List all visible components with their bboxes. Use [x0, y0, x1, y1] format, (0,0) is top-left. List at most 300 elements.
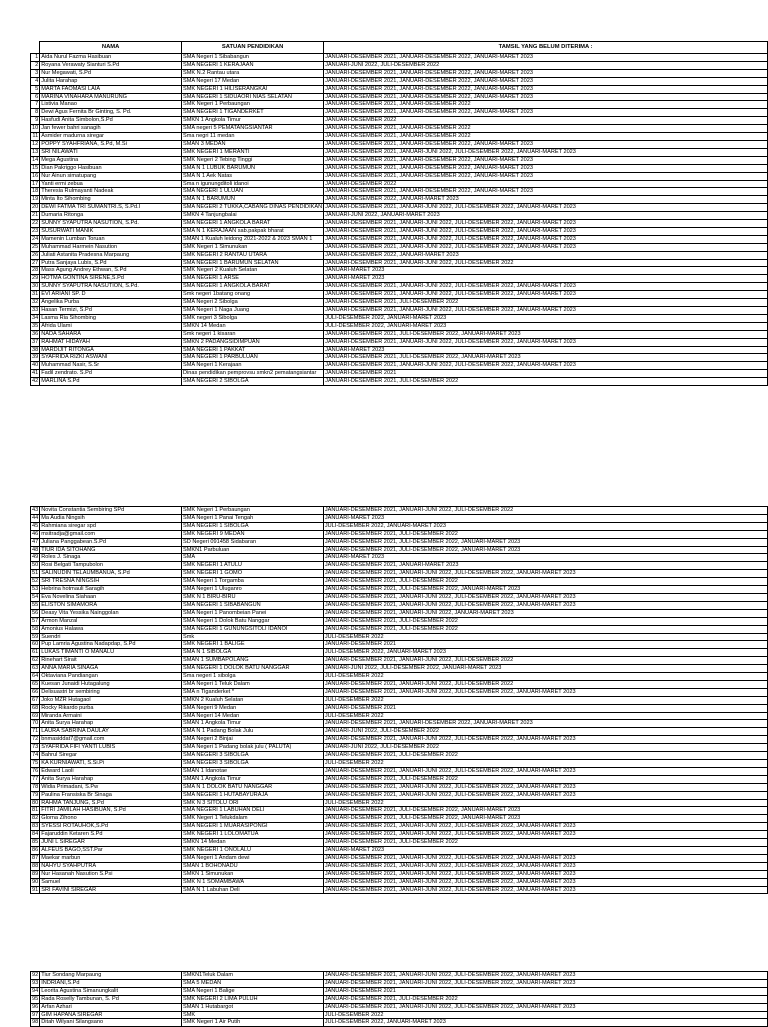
unpaid-period: JANUARI-DESEMBER 2021, JANUARI-DESEMBER 2022: [324, 101, 768, 109]
row-number: 36: [32, 330, 39, 337]
teacher-name: Delisuastri br sembiring: [40, 688, 182, 696]
row-number: 34: [32, 314, 39, 321]
unpaid-period: JANUARI-DESEMBER 2021, JULI-DESEMBER 2022: [323, 578, 767, 586]
unpaid-period: JANUARI-DESEMBER 2021, JANUARI-JUNI 2022, JULI-DESEMBER 2022, JANUARI-MARET 2023: [324, 235, 768, 243]
school-name: SMA Negeri 14 Medan: [182, 712, 324, 720]
teacher-name: MARLINA S.Pd: [40, 378, 182, 386]
teacher-name: KA KURNIAWATI, S.Si.Pi: [40, 760, 182, 768]
school-name: SMA N 1 Labuhan Deli: [182, 886, 324, 894]
teacher-name: SUNNY SYAPUTRA NASUTION, S.Pd.: [40, 283, 182, 291]
table-row: [31, 633, 768, 641]
teacher-name: SYAFRIDA FIFI YANTI LUBIS: [40, 744, 182, 752]
school-name: SMK NEGERI 2 LIMA PULUH: [181, 995, 323, 1003]
table-row: [31, 69, 768, 77]
school-name: Sma negri 11 medan: [181, 133, 323, 141]
table-row: [31, 507, 768, 515]
row-number: 50: [32, 562, 39, 569]
unpaid-period: JANUARI-DESEMBER 2021, JULI-DESEMBER 2022: [323, 752, 767, 760]
teacher-name: Muhammad Nasir, S.Sr: [40, 362, 182, 370]
teacher-name: Fajaruddin Ketaren S.Pd: [40, 831, 182, 839]
row-number: 61: [32, 649, 39, 656]
table-row: [31, 156, 768, 164]
unpaid-period: JANUARI-DESEMBER 2021, JANUARI-JUNI 2022, JULI-DESEMBER 2022, JANUARI-MARET 2023: [323, 878, 767, 886]
table-row: [31, 673, 768, 681]
teacher-name: Minta Ito Sihombing: [40, 196, 182, 204]
teacher-name: Ditah Wilyani Silangsano: [40, 1019, 182, 1027]
row-number: 12: [32, 140, 39, 147]
row-number: 43: [32, 507, 39, 513]
row-number: 47: [32, 538, 39, 545]
row-number: 81: [32, 807, 39, 814]
teacher-name: Glorna Zihono: [40, 815, 182, 823]
school-name: SMA N 1 Aek Natas: [181, 172, 323, 180]
unpaid-period: JANUARI-DESEMBER 2021, JULI-DESEMBER 2022, JANUARI-MARET 2023: [323, 586, 767, 594]
school-name: SMA Negeri 1 Naga Juang: [181, 307, 323, 315]
table-row: [31, 338, 768, 346]
table-row: [31, 839, 768, 847]
row-number: 95: [32, 995, 39, 1002]
teacher-name: Jan fewer bahri sanagih: [40, 125, 182, 133]
school-name: SMA NEGERI 1 ANGKOLA BARAT: [181, 283, 323, 291]
row-number: 57: [32, 617, 39, 624]
unpaid-period: JANUARI-DESEMBER 2021, JANUARI-JUNI 2022, JULI-DESEMBER 2022, JANUARI-MARET 2023: [323, 831, 767, 839]
teacher-name: Theresia Rulmayanti Nadeak: [40, 188, 182, 196]
row-number: 49: [32, 554, 39, 561]
teacher-name: Yanti ermi zebua: [40, 180, 182, 188]
table-row: [31, 530, 768, 538]
row-number: 40: [32, 362, 39, 369]
school-name: SMA 5 MEDAN: [181, 979, 323, 987]
row-number: 62: [32, 657, 39, 664]
table-header-row: [31, 42, 768, 54]
table-row: [31, 862, 768, 870]
school-name: SMAN 3 MEDAN: [181, 140, 323, 148]
row-number: 72: [32, 736, 39, 743]
teacher-name: Angelika Purba: [40, 299, 182, 307]
row-number: 16: [32, 172, 39, 179]
unpaid-period: JULI-DESEMBER 2022: [323, 696, 767, 704]
table-row: [31, 346, 768, 354]
row-number: 7: [31, 101, 40, 109]
teacher-name: Kuesan Junaidi Hutagalung: [40, 680, 182, 688]
row-number: 63: [32, 665, 39, 672]
unpaid-period: JANUARI-DESEMBER 2021, JANUARI-DESEMBER 2022, JANUARI-MARET 2023: [324, 69, 768, 77]
teacher-name: Mass Agung Andrey Ethwan, S.Pd: [40, 267, 182, 275]
school-name: SMK N 1 BIRU-BIRU: [182, 593, 324, 601]
teacher-name: INDRIANI,S.Pd: [40, 979, 182, 987]
unpaid-period: JANUARI-DESEMBER 2022: [324, 117, 768, 125]
table-row: [31, 641, 768, 649]
table-row: [31, 870, 768, 878]
row-number: 23: [32, 227, 39, 234]
unpaid-period: JANUARI-DESEMBER 2021, JANUARI-JUNI 2022, JULI-DESEMBER 2022, JANUARI-MARET 2023: [324, 283, 768, 291]
row-number: 1: [31, 54, 40, 62]
school-name: SMK NEGERI 1 ATULU: [182, 562, 324, 570]
teacher-table-1: [30, 41, 768, 386]
table-row: [31, 514, 768, 522]
unpaid-period: JANUARI-DESEMBER 2021, JANUARI-JUNI 2022, JULI-DESEMBER 2022, JANUARI-MARET 2023: [323, 570, 767, 578]
unpaid-period: JANUARI-DESEMBER 2021, JULI-DESEMBER 2022: [323, 625, 767, 633]
unpaid-period: JULI-DESEMBER 2022: [323, 760, 767, 768]
unpaid-period: JANUARI-DESEMBER 2021: [323, 987, 767, 995]
table-row: [31, 133, 768, 141]
table-row: [31, 180, 768, 188]
school-name: Sma negeri 1 sibolga: [182, 673, 324, 681]
header-name: NAMA: [40, 42, 182, 54]
unpaid-period: JANUARI-DESEMBER 2021, JANUARI-DESEMBER 2022, JANUARI-MARET 2023: [324, 77, 768, 85]
school-name: SMAN 1 SUMBAPOLANG: [182, 657, 324, 665]
school-name: Smk: [182, 633, 324, 641]
school-name: SMA NEGERI 1 KERAJAAN: [181, 61, 323, 69]
row-number: 78: [32, 783, 39, 790]
row-number: 60: [32, 641, 39, 648]
school-name: SMA NEGERI 1 LABUHAN DELI: [182, 807, 324, 815]
table-row: [31, 767, 768, 775]
table-row: [31, 831, 768, 839]
school-name: SMA NEGERI 1 DOLOK BATU NANGGAR: [182, 665, 324, 673]
unpaid-period: JANUARI-DESEMBER 2021, JULI-DESEMBER 2022: [324, 378, 768, 386]
unpaid-period: JULI-DESEMBER 2022: [323, 712, 767, 720]
table-row: [31, 987, 768, 995]
table-row: [31, 1003, 768, 1011]
school-name: SMA Negeri 1 Uluganro: [182, 586, 324, 594]
row-number: 21: [32, 212, 39, 219]
school-name: SMA NEGERI 1 SIDUAORI NIAS SELATAN: [181, 93, 323, 101]
table-row: [31, 267, 768, 275]
table-row: [31, 783, 768, 791]
row-number: 53: [32, 586, 39, 593]
table-row: [31, 617, 768, 625]
school-name: SMK Negeri 1 Air Putih: [181, 1019, 323, 1027]
teacher-name: Listivia Manao: [40, 101, 182, 109]
teacher-name: RAHMAT HIDAYAH: [40, 338, 182, 346]
row-number: 33: [32, 307, 39, 313]
row-number: 45: [32, 522, 39, 529]
table-row: [31, 314, 768, 322]
table-row: [31, 736, 768, 744]
row-number: 67: [32, 696, 39, 703]
unpaid-period: JANUARI-DESEMBER 2021, JANUARI-JUNI 2022, JULI-DESEMBER 2022, JANUARI-MARET 2023: [324, 307, 768, 315]
teacher-name: Putra Sanjaya Lubis, S.Pd: [40, 259, 182, 267]
unpaid-period: JANUARI-DESEMBER 2021, JULI-DESEMBER 2022: [323, 995, 767, 1003]
teacher-name: Bahrul Siregar: [40, 752, 182, 760]
teacher-name: Samuel: [40, 878, 182, 886]
teacher-name: Julita Harahap: [40, 77, 182, 85]
header-no: [31, 42, 40, 54]
unpaid-period: JANUARI-DESEMBER 2021, JANUARI-JUNI 2022, JULI-DESEMBER 2022, JANUARI-MARET 2023: [323, 823, 767, 831]
teacher-name: Hasfudi Anita Simbolon,S.Pd: [40, 117, 182, 125]
school-name: SMKN 4 Tanjungbalai: [181, 212, 323, 220]
unpaid-period: JULI-DESEMBER 2022: [323, 799, 767, 807]
row-number: 41: [32, 370, 39, 377]
row-number: 88: [32, 862, 39, 869]
row-number: 20: [32, 204, 39, 211]
unpaid-period: JANUARI-DESEMBER 2021, JANUARI-DESEMBER 2022, JANUARI-MARET 2023: [323, 720, 767, 728]
school-name: SMK NEGERI 1 MERANTI: [181, 148, 323, 156]
table-row: [31, 854, 768, 862]
teacher-name: Rada Roselly Tambunan, S. Pd: [40, 995, 182, 1003]
table-row: [31, 227, 768, 235]
teacher-name: Anita Surya Harahap: [40, 720, 182, 728]
table-row: [31, 680, 768, 688]
teacher-name: Anita Surya Harahap: [40, 775, 182, 783]
teacher-name: Rahmiana siregar spd: [40, 522, 182, 530]
unpaid-period: JANUARI-DESEMBER 2021, JANUARI-JUNI 2022, JANUARI-MARET 2023: [323, 609, 767, 617]
row-number: 5: [31, 85, 40, 93]
teacher-name: Muhammad Harmein Nasution: [40, 243, 182, 251]
unpaid-period: JANUARI-DESEMBER 2021, JANUARI-MARET 2023: [323, 562, 767, 570]
teacher-name: Armon Manzal: [40, 617, 182, 625]
school-name: SMK NEGERI 2 RANTAU UTARA: [181, 251, 323, 259]
unpaid-period: JANUARI-DESEMBER 2021, JANUARI-JUNI 2022, JULI-DESEMBER 2022, JANUARI-MARET 2023: [323, 1003, 767, 1011]
unpaid-period: JANUARI-MARET 2023: [323, 554, 767, 562]
row-number: 59: [32, 633, 39, 640]
table-row: [31, 235, 768, 243]
unpaid-period: JANUARI-DESEMBER 2021, JANUARI-DESEMBER 2022, JANUARI-MARET 2023: [324, 164, 768, 172]
school-name: Smk negeri 1batang onang: [181, 291, 323, 299]
unpaid-period: JANUARI-DESEMBER 2021, JANUARI-JUNI 2022, JULI-DESEMBER 2022, JANUARI-MARET 2023: [323, 886, 767, 894]
table-row: [31, 307, 768, 315]
row-number: 37: [32, 338, 39, 345]
teacher-name: Miranda Armaini: [40, 712, 182, 720]
teacher-name: Juliati Astanita Pradesna Marpaung: [40, 251, 182, 259]
teacher-name: JUNI L SIREGAR: [40, 839, 182, 847]
teacher-name: Nur Hasanah Nasution S.Psi: [40, 870, 182, 878]
school-name: SMA NEGERI 1 SIBOLGA: [182, 522, 324, 530]
unpaid-period: JANUARI-DESEMBER 2021, JANUARI-JUNI 2022, JULI-DESEMBER 2022, JANUARI-MARET 2023: [323, 862, 767, 870]
row-number: 83: [32, 823, 39, 830]
table-row: [31, 665, 768, 673]
table-row: [31, 995, 768, 1003]
row-number: 64: [32, 673, 39, 680]
unpaid-period: JULI-DESEMBER 2022, JANUARI-MARET 2023: [323, 522, 767, 530]
school-name: SMA NEGERI 1 GUNUNGSITOLI IDANOI: [182, 625, 324, 633]
school-name: SMAN 1 Hutabargot: [181, 1003, 323, 1011]
unpaid-period: JANUARI-MARET 2023: [323, 846, 767, 854]
teacher-table-2: [30, 506, 768, 894]
school-name: SMK NEGERI 1 LOLOMATUA: [182, 831, 324, 839]
unpaid-period: JANUARI-DESEMBER 2021, JANUARI-DESEMBER 2022: [324, 125, 768, 133]
row-number: 55: [32, 601, 39, 608]
school-name: SMA N 1 KERAJAAN sab.pakpak bharat: [181, 227, 323, 235]
unpaid-period: JANUARI-DESEMBER 2021, JULI-DESEMBER 2022: [323, 775, 767, 783]
school-name: SMKN1Teluk Dalam: [181, 972, 323, 980]
unpaid-period: JANUARI-DESEMBER 2021, JANUARI-JUNI 2022, JULI-DESEMBER 2022, JANUARI-MARET 2023: [323, 783, 767, 791]
header-school: SATUAN PENDIDIKAN: [181, 42, 323, 54]
table-row: [31, 846, 768, 854]
school-name: SMA NEGERI 3 SIBOLGA: [182, 752, 324, 760]
unpaid-period: JANUARI-MARET 2023: [324, 275, 768, 283]
school-name: SMA n Tiganderket *: [182, 688, 324, 696]
unpaid-period: JANUARI-DESEMBER 2021, JANUARI-JUNI 2022, JULI-DESEMBER 2022, JANUARI-MARET 2023: [324, 362, 768, 370]
teacher-name: NAHYU SYAHPUTRA: [40, 862, 182, 870]
teacher-name: Nur Megawati, S.Pd: [40, 69, 182, 77]
row-number: 27: [32, 259, 39, 266]
row-number: 18: [32, 188, 39, 195]
table-row: [31, 164, 768, 172]
table-row: [31, 799, 768, 807]
unpaid-period: JANUARI-DESEMBER 2021, JANUARI-JUNI 2022, JULI-DESEMBER 2022, JANUARI-MARET 2023: [323, 979, 767, 987]
teacher-name: ANNA MARIA SINAGA: [40, 665, 182, 673]
unpaid-period: JANUARI-DESEMBER 2021, JULI-DESEMBER 2022: [323, 839, 767, 847]
row-number: 26: [32, 251, 39, 258]
school-name: SMA Negeri 1 Andam dewi: [182, 854, 324, 862]
table-row: [31, 760, 768, 768]
row-number: 42: [32, 378, 39, 385]
table-row: [31, 188, 768, 196]
row-number: 87: [32, 854, 39, 861]
table-row: [31, 172, 768, 180]
unpaid-period: JANUARI-DESEMBER 2021, JANUARI-JUNI 2022, JULI-DESEMBER 2022, JANUARI-MARET 2023: [323, 870, 767, 878]
teacher-name: Paulina Fransiska Br Sinaga: [40, 791, 182, 799]
teacher-name: Novita Constantia Sembiring SPd: [40, 507, 182, 515]
row-number: 28: [32, 267, 39, 274]
unpaid-period: JANUARI-DESEMBER 2021, JULI-DESEMBER 2022: [324, 299, 768, 307]
school-name: SMAN 1 Kualuh leidong 2021-2022 & 2023 SMAN 1: [181, 235, 323, 243]
row-number: 58: [32, 625, 39, 632]
table-row: [31, 140, 768, 148]
table-row: [31, 728, 768, 736]
school-name: SMA Negeri 17 Medan: [181, 77, 323, 85]
row-number: 70: [32, 720, 39, 727]
school-name: SMK Negeri 1 Telukdalam: [182, 815, 324, 823]
teacher-name: Lasma Ria Sihombing: [40, 314, 182, 322]
unpaid-period: JANUARI-DESEMBER 2021, JANUARI-JUNI 2022, JULI-DESEMBER 2022, JANUARI-MARET 2023: [324, 338, 768, 346]
unpaid-period: JANUARI-DESEMBER 2021, JULI-DESEMBER 2022, JANUARI-MARET 2023: [323, 815, 767, 823]
unpaid-period: JANUARI-DESEMBER 2021, JANUARI-JUNI 2022, JULI-DESEMBER 2022, JANUARI-MARET 2023: [323, 688, 767, 696]
school-name: SMAN 1 Angkola Timur: [182, 775, 324, 783]
table-row: [31, 61, 768, 69]
teacher-name: Roles J. Sinaga: [40, 554, 182, 562]
teacher-name: SYESSI ROTAUHOK,S.Pd: [40, 823, 182, 831]
row-number: 29: [32, 275, 39, 282]
table-row: [31, 54, 768, 62]
table-row: [31, 109, 768, 117]
school-name: SMA Negeri 1 Teluk Dalam: [182, 680, 324, 688]
row-number: 73: [32, 744, 39, 751]
table-row: [31, 823, 768, 831]
row-number: 71: [32, 728, 39, 735]
teacher-name: ALFEUS BAGO,SST.Par: [40, 846, 182, 854]
row-number: 14: [32, 156, 39, 163]
unpaid-period: JANUARI-MARET 2023: [323, 514, 767, 522]
school-name: SMKN 2 PADANGSIDIMPUAN: [181, 338, 323, 346]
teacher-name: Ma Audia Ningsih: [40, 514, 182, 522]
unpaid-period: JANUARI-DESEMBER 2021, JANUARI-JUNI 2022, JULI-DESEMBER 2022, JANUARI-MARET 2023: [324, 220, 768, 228]
school-name: SMA NEGERI 2 SIBOLGA: [181, 378, 323, 386]
table-row: [31, 291, 768, 299]
school-name: SMA Negeri 2 Binjai: [182, 736, 324, 744]
table-row: [31, 562, 768, 570]
table-row: [31, 546, 768, 554]
row-number: 30: [32, 283, 39, 290]
row-number: 84: [32, 831, 39, 838]
school-name: SMK NEGERI 1 ONOLALU: [182, 846, 324, 854]
teacher-name: LUKAS TIMANTI O MANALU: [40, 649, 182, 657]
row-number: 3: [31, 69, 40, 77]
table-row: [31, 370, 768, 378]
row-number: 31: [32, 291, 39, 298]
unpaid-period: JANUARI-DESEMBER 2021, JANUARI-JUNI 2022, JULI-DESEMBER 2022, JANUARI-MARET 2023: [323, 601, 767, 609]
unpaid-period: JANUARI-DESEMBER 2021, JANUARI-DESEMBER 2022, JANUARI-MARET 2023: [324, 188, 768, 196]
unpaid-period: JULI-DESEMBER 2022: [323, 673, 767, 681]
table-row: [31, 554, 768, 562]
table-row: [31, 378, 768, 386]
unpaid-period: JANUARI-DESEMBER 2021: [323, 704, 767, 712]
unpaid-period: JANUARI-JUNI 2022, JULI-DESEMBER 2022: [323, 728, 767, 736]
teacher-name: Rocky Rikardo purba: [40, 704, 182, 712]
row-number: 91: [32, 886, 39, 893]
unpaid-period: JANUARI-DESEMBER 2021, JULI-DESEMBER 2022, JANUARI-MARET 2023: [323, 807, 767, 815]
school-name: SMA Negeri 1 Dolok Batu Nanggar: [182, 617, 324, 625]
school-name: SMA N 1 SIBOLGA: [182, 649, 324, 657]
row-number: 56: [32, 609, 39, 616]
table-row: [31, 649, 768, 657]
school-name: Dinas pendidikan pemprovsu smkn2 pematangsiantar: [181, 370, 323, 378]
table-row: [31, 243, 768, 251]
school-name: SMKN 14 Medan: [181, 322, 323, 330]
teacher-name: DEWI FATMA TRI SUMANTRI.S, S.Pd.I: [40, 204, 182, 212]
row-number: 8: [31, 109, 40, 117]
school-name: SMA N 1 BARUMUN: [181, 196, 323, 204]
teacher-name: Fadil zendrato. S.Pd: [40, 370, 182, 378]
school-name: SMAN 1 Angkola Timur: [182, 720, 324, 728]
teacher-name: Oktaviana Pandiangan: [40, 673, 182, 681]
school-name: SMA Negeri 1 Padang bolak julu ( PALUTA): [182, 744, 324, 752]
teacher-table-3: [30, 971, 768, 1027]
row-number: 52: [32, 578, 39, 585]
unpaid-period: JANUARI-DESEMBER 2021, JANUARI-JUNI 2022, JULI-DESEMBER 2022, JANUARI-MARET 2023: [323, 736, 767, 744]
row-number: 17: [32, 180, 39, 187]
unpaid-period: JANUARI-DESEMBER 2021, JANUARI-JUNI 2022, JULI-DESEMBER 2022, JANUARI-MARET 2023: [323, 854, 767, 862]
table-row: [31, 117, 768, 125]
table-row: [31, 570, 768, 578]
teacher-name: bnmasiddat7@gmail.com: [40, 736, 182, 744]
school-name: SMAN 1 BOHONADU: [182, 862, 324, 870]
teacher-name: SRI FAVINI SIREGAR: [40, 886, 182, 894]
row-number: 69: [32, 712, 39, 719]
row-number: 13: [32, 148, 39, 155]
school-name: SMK Negeri 2 Tebing Tinggi: [181, 156, 323, 164]
teacher-name: Dumaria Ritonga: [40, 212, 182, 220]
school-name: SMA NEGERI 1 HUTABAYURAJA: [182, 791, 324, 799]
unpaid-period: JANUARI-JUNI 2022, JULI-DESEMBER 2022: [323, 744, 767, 752]
row-number: 4: [31, 77, 40, 85]
school-name: SMA NEGERI 1 PARBULUAN: [181, 354, 323, 362]
school-name: SMA NEGERI 1 ULUAN: [181, 188, 323, 196]
table-row: [31, 657, 768, 665]
row-number: 66: [32, 688, 39, 695]
teacher-name: Hasan Termizi, S.Pd: [40, 307, 182, 315]
row-number: 39: [32, 354, 39, 361]
table-row: [31, 220, 768, 228]
table-row: [31, 752, 768, 760]
table-row: [31, 101, 768, 109]
unpaid-period: JANUARI-JUNI 2022, JULI-DESEMBER 2022, JANUARI-MARET 2023: [323, 665, 767, 673]
table-row: [31, 744, 768, 752]
school-name: SMK N 3 SITOLU ORI: [182, 799, 324, 807]
unpaid-period: JANUARI-DESEMBER 2021, JANUARI-JUNI 2022, JULI-DESEMBER 2022, JANUARI-MARET 2023: [323, 767, 767, 775]
unpaid-period: JANUARI-DESEMBER 2022, JANUARI-MARET 2023: [324, 251, 768, 259]
teacher-name: SYAFRIDA RIZKI ASWANI: [40, 354, 182, 362]
unpaid-period: JANUARI-DESEMBER 2021, JANUARI-DESEMBER 2022: [324, 133, 768, 141]
school-name: SMA NEGERI 1 ANGKOLA BARAT: [181, 220, 323, 228]
table-row: [31, 775, 768, 783]
unpaid-period: JULI-DESEMBER 2022: [323, 633, 767, 641]
unpaid-period: JANUARI-DESEMBER 2021, JANUARI-JUNI 2022, JULI-DESEMBER 2022, JANUARI-MARET 2023: [323, 593, 767, 601]
row-number: 35: [32, 322, 39, 329]
unpaid-period: JULI-DESEMBER 2022, JANUARI-MARET 2023: [323, 1019, 767, 1027]
